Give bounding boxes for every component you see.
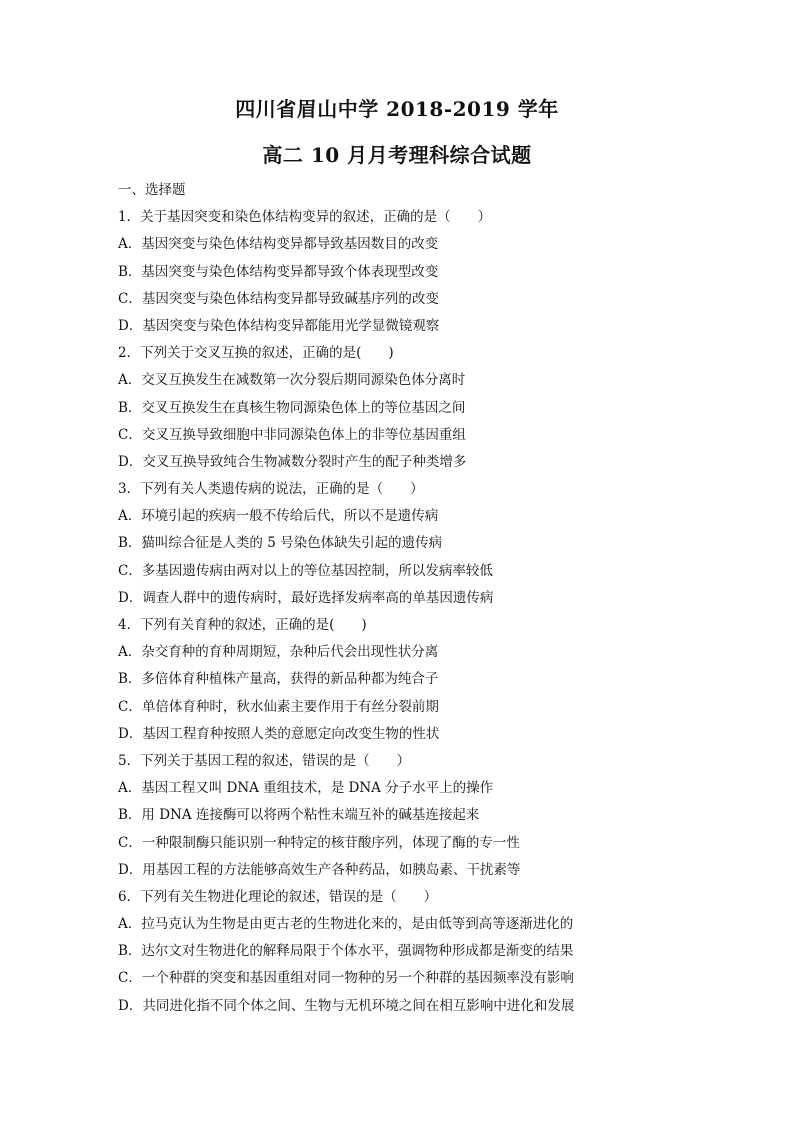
question-5-stem: 5．下列关于基因工程的叙述，错误的是（ ）	[118, 752, 411, 769]
question-1-option-c: C．基因突变与染色体结构变异都导致碱基序列的改变	[118, 290, 439, 307]
section-heading: 一、选择题	[118, 182, 186, 198]
question-5-option-c: C．一种限制酶只能识别一种特定的核苷酸序列，体现了酶的专一性	[118, 834, 520, 851]
question-3-option-a: A．环境引起的疾病一般不传给后代，所以不是遗传病	[118, 508, 439, 525]
question-6-stem: 6．下列有关生物进化理论的叙述，错误的是（ ）	[118, 888, 438, 905]
question-6-option-c: C．一个种群的突变和基因重组对同一物种的另一个种群的基因频率没有影响	[118, 970, 574, 987]
question-3-option-d: D．调查人群中的遗传病时，最好选择发病率高的单基因遗传病	[118, 589, 494, 606]
question-3-stem: 3．下列有关人类遗传病的说法，正确的是（ ）	[118, 481, 424, 498]
question-3-option-b: B．猫叫综合征是人类的 5 号染色体缺失引起的遗传病	[118, 535, 443, 552]
question-list	[118, 177, 718, 1020]
question-1-stem: 1．关于基因突变和染色体结构变异的叙述，正确的是（ ）	[118, 209, 492, 226]
question-2-stem: 2．下列关于交叉互换的叙述，正确的是( )	[118, 345, 394, 362]
question-5-option-b: B．用 DNA 连接酶可以将两个粘性末端互补的碱基连接起来	[118, 807, 480, 824]
question-2-option-c: C．交叉互换导致细胞中非同源染色体上的非等位基因重组	[118, 426, 466, 443]
question-4-stem: 4．下列有关育种的叙述，正确的是( )	[118, 617, 367, 633]
question-2-option-d: D．交叉互换导致纯合生物减数分裂时产生的配子种类增多	[118, 453, 467, 470]
question-6-option-d: D．共同进化指不同个体之间、生物与无机环境之间在相互影响中进化和发展	[118, 997, 575, 1014]
question-2-option-b: B．交叉互换发生在真核生物同源染色体上的等位基因之间	[118, 399, 466, 416]
question-1-option-a: A．基因突变与染色体结构变异都导致基因数目的改变	[118, 236, 439, 253]
question-4-option-a: A．杂交育种的育种周期短，杂种后代会出现性状分离	[118, 644, 439, 661]
question-5-option-d: D．用基因工程的方法能够高效生产各种药品，如胰岛素、干扰素等	[118, 861, 521, 878]
question-3-option-c: C．多基因遗传病由两对以上的等位基因控制，所以发病率较低	[118, 562, 493, 579]
question-1-option-d: D．基因突变与染色体结构变异都能用光学显微镜观察	[118, 317, 440, 334]
question-4-option-c: C．单倍体育种时，秋水仙素主要作用于有丝分裂前期	[118, 698, 439, 715]
question-1-option-b: B．基因突变与染色体结构变异都导致个体表现型改变	[118, 263, 439, 280]
question-4-option-d: D．基因工程育种按照人类的意愿定向改变生物的性状	[118, 725, 440, 742]
question-6-option-b: B．达尔文对生物进化的解释局限于个体水平，强调物种形成都是渐变的结果	[118, 943, 574, 960]
question-4-option-b: B．多倍体育种植株产量高，获得的新品种都为纯合子	[118, 671, 439, 688]
question-2-option-a: A．交叉互换发生在减数第一次分裂后期同源染色体分离时	[118, 372, 466, 389]
exam-title-line2: 高二 10 月月考理科综合试题	[262, 143, 532, 167]
exam-title-line1: 四川省眉山中学 2018-2019 学年	[235, 97, 559, 121]
question-6-option-a: A．拉马克认为生物是由更古老的生物进化来的，是由低等到高等逐渐进化的	[118, 916, 574, 933]
question-5-option-a: A．基因工程又叫 DNA 重组技术，是 DNA 分子水平上的操作	[118, 780, 494, 797]
